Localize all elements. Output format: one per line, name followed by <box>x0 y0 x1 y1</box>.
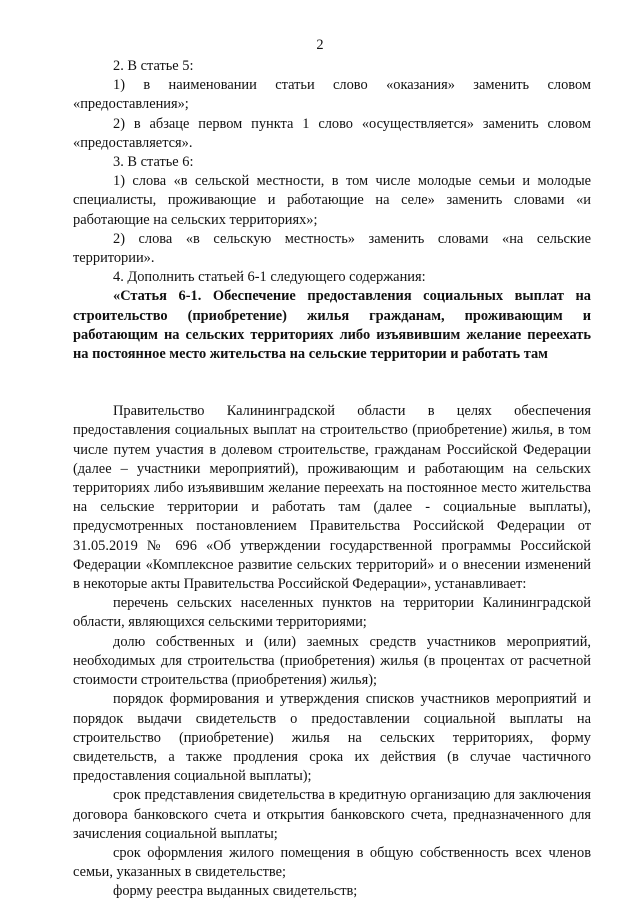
article-heading: «Статья 6-1. Обеспечение предоставления социальных выплат на строительство (приобретение) жилья гражданам, проживающим и работающим на сельских территориях либо изъявившим желание переехать на постоянное место жительства на сельские территории и работать там <box>73 288 591 363</box>
paragraph: 2) в абзаце первом пункта 1 слово «осуществляется» заменить словом «предоставляется». <box>73 115 591 151</box>
paragraph: 4. Дополнить статьей 6-1 следующего содержания: <box>113 269 426 286</box>
paragraph: срок представления свидетельства в кредитную организацию для заключения договора банковского счета и открытия банковского счета, предназначенного для зачисления социальной выплаты; <box>73 787 591 842</box>
paragraph: перечень сельских населенных пунктов на территории Калининградской области, являющихся сельскими территориями; <box>73 595 591 631</box>
document-body <box>73 57 591 902</box>
paragraph: Правительство Калининградской области в целях обеспечения предоставления социальных выплат на строительство (приобретение) жилья, в том числе путем участия в долевом строительстве, гражданам Российской Федерации (далее – участники мероприятий), проживающим и работающим на сельских территориях либо изъявившим желание переехать на постоянное место жительства на сельские территории и работать там (далее - социальные выплаты), предусмотренных постановлением Правительства Российской Федерации от 31.05.2019 № 696 «Об утверждении государственной программы Российской Федерации «Комплексное развитие сельских территорий» и о внесении изменений в некоторые акты Правительства Российской Федерации», устанавливает: <box>73 403 591 593</box>
paragraph: 3. В статье 6: <box>113 154 194 171</box>
paragraph: срок оформления жилого помещения в общую собственность всех членов семьи, указанных в свидетельстве; <box>73 844 591 881</box>
paragraph: 1) в наименовании статьи слово «оказания» заменить словом «предоставления»; <box>73 77 591 113</box>
paragraph: долю собственных и (или) заемных средств участников мероприятий, необходимых для строительства (приобретения) жилья (в процентах от расчетной стоимости строительства (приобретения) жилья); <box>73 633 591 689</box>
paragraph: 2. В статье 5: <box>113 58 194 74</box>
paragraph: порядок формирования и утверждения списков участников мероприятий и порядок выдачи свидетельств о предоставлении социальной выплаты на строительство (приобретение) жилья на сельских территориях, форму свидетельств, а также продления срока их действия (в случае частичного предоставления социальной выплаты); <box>73 691 591 785</box>
paragraph: 2) слова «в сельскую местность» заменить словами «на сельские территории». <box>73 230 591 267</box>
paragraph: форму реестра выданных свидетельств; <box>113 883 358 900</box>
paragraph: 1) слова «в сельской местности, в том числе молодые семьи и молодые специалисты, проживающие и работающие на селе» заменить словами «и работающие на сельских территориях»; <box>73 173 591 228</box>
page-number: 2 <box>316 37 324 53</box>
spacer <box>73 364 591 402</box>
